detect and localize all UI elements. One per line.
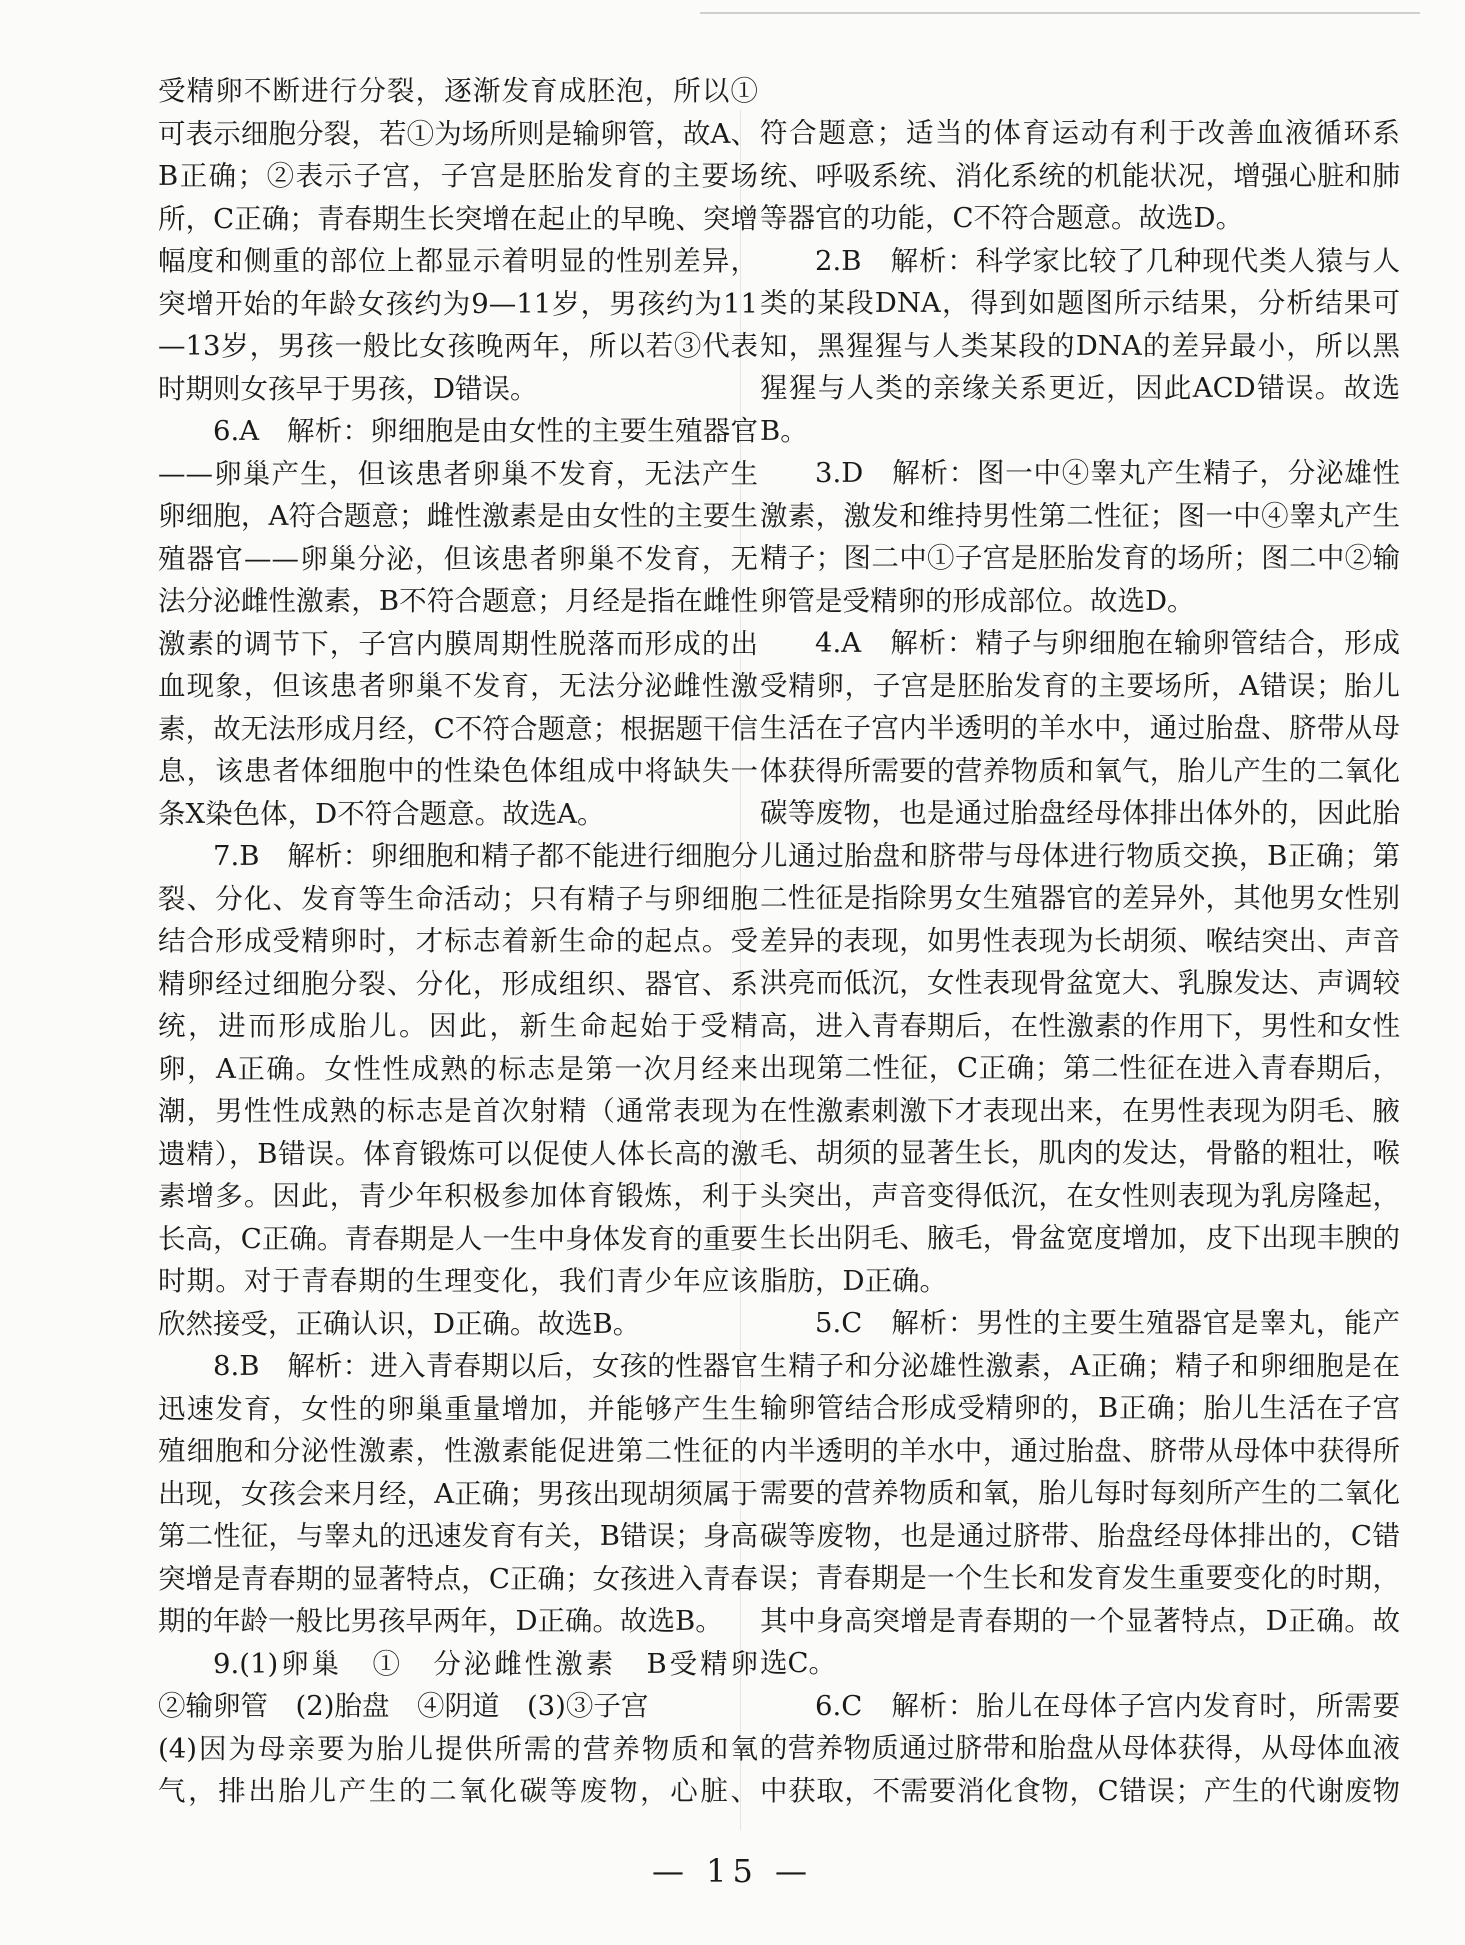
paragraph: 3.D 解析：图一中④睾丸产生精子，分泌雄性激素，激发和维持男性第二性征；图一中④睾丸产生精子；图二中①子宫是胚胎发育的场所；图二中②输卵管是受精卵的形成部位。故选D。 [760,457,1400,617]
paragraph: 符合题意；适当的体育运动有利于改善血液循环系统、呼吸系统、消化系统的机能状况，增强心脏和肺等器官的功能，C不符合题意。故选D。 [760,117,1400,234]
right-column [760,112,1400,1812]
paragraph: 2.B 解析：科学家比较了几种现代类人猿与人类的某段DNA，得到如题图所示结果，分析结果可知，黑猩猩与人类某段的DNA的差异最小，所以黑猩猩与人类的亲缘关系更近，因此ACD错误。故选B。 [760,244,1400,447]
paragraph: 5.C 解析：男性的主要生殖器官是睾丸，能产生精子和分泌雄性激素，A正确；精子和卵细胞是在输卵管结合形成受精卵的，B正确；胎儿生活在子宫内半透明的羊水中，通过胎盘、脐带从母体中获得所需要的营养物质和氧，胎儿每时每刻所产生的二氧化碳等废物，也是通过脐带、胎盘经母体排出的，C错误；青春期是一个生长和发育发生重要变化的时期，其中身高突增是青春期的一个显著特点，D正确。故选C。 [760,1307,1400,1679]
paragraph: 9.(1)卵巢 ① 分泌雌性激素 B受精卵 ②输卵管 (2)胎盘 ④阴道 (3)③子宫 [158,1647,758,1722]
paragraph: 受精卵不断进行分裂，逐渐发育成胚泡，所以①可表示细胞分裂，若①为场所则是输卵管，故A、B正确；②表示子宫，子宫是胚胎发育的主要场所，C正确；青春期生长突增在起止的早晚、突增幅度和侧重的部位上都显示着明显的性别差异，突增开始的年龄女孩约为9—11岁，男孩约为11—13岁，男孩一般比女孩晚两年，所以若③代表时期则女孩早于男孩，D错误。 [158,75,758,405]
paragraph: 4.A 解析：精子与卵细胞在输卵管结合，形成受精卵，子宫是胚胎发育的主要场所，A错误；胎儿生活在子宫内半透明的羊水中，通过胎盘、脐带从母体获得所需要的营养物质和氧气，胎儿产生的二氧化碳等废物，也是通过胎盘经母体排出体外的，因此胎儿通过胎盘和脐带与母体进行物质交换，B正确；第二性征是指除男女生殖器官的差异外，其他男女性别差异的表现，如男性表现为长胡须、喉结突出、声音洪亮而低沉，女性表现骨盆宽大、乳腺发达、声调较高，进入青春期后，在性激素的作用下，男性和女性出现第二性征，C正确；第二性征在进入青春期后，在性激素刺激下才表现出来，在男性表现为阴毛、腋毛、胡须的显著生长，肌肉的发达，骨骼的粗壮，喉头突出，声音变得低沉，在女性则表现为乳房隆起，生长出阴毛、腋毛，骨盆宽度增加，皮下出现丰腴的脂肪，D正确。 [760,627,1400,1297]
page-number: — 15 — [651,1852,814,1890]
paragraph: 6.C 解析：胎儿在母体子宫内发育时，所需要的营养物质通过脐带和胎盘从母体获得，从母体血液中获取，不需要消化食物，C错误；产生的代谢废物 [760,1689,1400,1807]
paragraph: 8.B 解析：进入青春期以后，女孩的性器官迅速发育，女性的卵巢重量增加，并能够产生生殖细胞和分泌性激素，性激素能促进第二性征的出现，女孩会来月经，A正确；男孩出现胡须属于第二性征，与睾丸的迅速发育有关，B错误；身高突增是青春期的显著特点，C正确；女孩进入青春期的年龄一般比男孩早两年，D正确。故选B。 [158,1350,758,1637]
paragraph: 6.A 解析：卵细胞是由女性的主要生殖器官——卵巢产生，但该患者卵巢不发育，无法产生卵细胞，A符合题意；雌性激素是由女性的主要生殖器官——卵巢分泌，但该患者卵巢不发育，无法分泌雌性激素，B不符合题意；月经是指在雌性激素的调节下，子宫内膜周期性脱落而形成的出血现象，但该患者卵巢不发育，无法分泌雌性激素，故无法形成月经，C不符合题意；根据题干信息，该患者体细胞中的性染色体组成中将缺失一条X染色体，D不符合题意。故选A。 [158,415,758,830]
scan-edge-line [700,12,1420,14]
paragraph: 7.B 解析：卵细胞和精子都不能进行细胞分裂、分化、发育等生命活动；只有精子与卵细胞结合形成受精卵时，才标志着新生命的起点。受精卵经过细胞分裂、分化，形成组织、器官、系统，进而形成胎儿。因此，新生命起始于受精卵，A正确。女性性成熟的标志是第一次月经来潮，男性性成熟的标志是首次射精（通常表现为遗精），B错误。体育锻炼可以促使人体长高的激素增多。因此，青少年积极参加体育锻炼，利于长高，C正确。青春期是人一生中身体发育的重要时期。对于青春期的生理变化，我们青少年应该欣然接受，正确认识，D正确。故选B。 [158,840,758,1340]
left-column [158,70,758,1810]
paragraph: (4)因为母亲要为胎儿提供所需的营养物质和氧气，排出胎儿产生的二氧化碳等废物，心脏、 [158,1732,758,1807]
